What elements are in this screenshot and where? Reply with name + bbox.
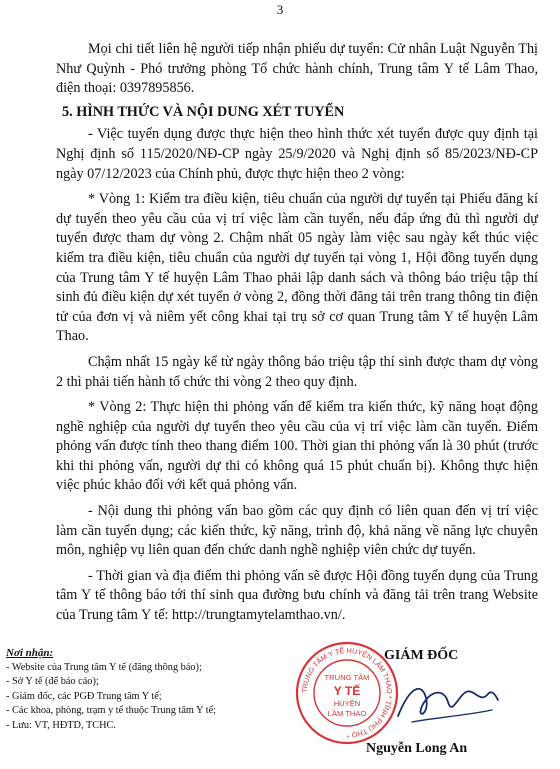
recipient-item: - Các khoa, phòng, trạm y tế thuộc Trung tâm Y tế; — [6, 705, 217, 716]
signatory-name: Nguyễn Long An — [366, 741, 468, 756]
recipient-item: - Giám đốc, các PGĐ Trung tâm Y tế; — [6, 690, 162, 702]
recipient-item: - Website của Trung tâm Y tế (đăng thông báo); — [6, 661, 202, 673]
document-body — [56, 40, 538, 626]
stamp-ring-text: TRUNG TÂM Y TẾ HUYỆN LÂM THAO * TỈNH PHÚ THỌ * — [299, 645, 395, 741]
interview-content-paragraph: - Nội dung thi phỏng vấn bao gồm các quy định có liên quan đến vị trí việc làm cần tuyển dụng; các kiến thức, kỹ năng, trình độ, khả năng về năng lực chuyên môn, nghiệp vụ liên quan đến chức danh nghề nghiệp viên chức dự tuyển. — [56, 503, 538, 559]
round-two-deadline-paragraph: Chậm nhất 15 ngày kể từ ngày thông báo triệu tập thí sinh được tham dự vòng 2 thì phải tiến hành tổ chức thi vòng 2 theo quy định. — [56, 353, 538, 390]
recipient-item: - Lưu: VT, HĐTD, TCHC. — [6, 719, 116, 731]
interview-time-paragraph: - Thời gian và địa điểm thi phỏng vấn sẽ được Hội đồng tuyển dụng của Trung tâm Y tế thông báo tới thí sinh qua đường bưu chính và đăng tải trên trang Website của Trung tâm Y tế: http://trungtamytelamthao.vn/. — [56, 567, 538, 624]
recipient-item: - Sở Y tế (để báo cáo); — [6, 676, 99, 687]
recipients-block — [6, 646, 306, 733]
round-one-paragraph: * Vòng 1: Kiểm tra điều kiện, tiêu chuẩn của người dự tuyển tại Phiếu đăng kí dự tuyển theo yêu cầu của vị trí việc làm cần tuyển, nếu đáp ứng đủ thì người dự tuyển được tham dự vòng 2. Chậm nhất 05 ngày làm việc sau ngày kết thúc việc kiểm tra điều kiện, tiêu chuẩn của người dự tuyển tại vòng 1, Hội đồng tuyển dụng của Trung tâm Y tế huyện Lâm Thao phải lập danh sách và thông báo triệu tập thí sinh đủ điều kiện dự xét tuyển ở vòng 2, đồng thời đăng tải trên trang thông tin điện tử của đơn vị và niêm yết công khai tại trụ sở cơ quan Trung tâm Y tế huyện Lâm Thao. — [56, 191, 538, 345]
page-number: 3 — [276, 2, 284, 17]
round-two-paragraph: * Vòng 2: Thực hiện thi phỏng vấn để kiểm tra kiến thức, kỹ năng hoạt động nghề nghiệp của người dự tuyển theo yêu cầu của vị trí việc làm cần tuyển. Điểm phỏng vấn được tính theo thang điểm 100. Thời gian thi phỏng vấn là 30 phút (trước khi thi phỏng vấn, người dự thi có không quá 15 phút chuẩn bị). Không thực hiện việc phúc khảo đối với kết quả phỏng vấn. — [56, 399, 538, 494]
stamp-line: HUYỆN — [333, 699, 361, 708]
stamp-line: Y TẾ — [333, 684, 361, 698]
section-heading: 5. HÌNH THỨC VÀ NỘI DUNG XÉT TUYỂN — [62, 103, 345, 120]
signature-title: GIÁM ĐỐC — [384, 648, 459, 663]
recipients-list — [6, 661, 306, 734]
recipients-title: Nơi nhận: — [6, 647, 54, 659]
stamp-line: LÂM THAO — [327, 709, 367, 718]
handwritten-signature — [392, 676, 502, 732]
stamp-line: TRUNG TÂM — [324, 673, 370, 682]
recruitment-method-paragraph: - Việc tuyển dụng được thực hiện theo hình thức xét tuyển được quy định tại Nghị định số 115/2020/NĐ-CP ngày 25/9/2020 và Nghị định số 85/2023/NĐ-CP ngày 07/12/2023 của Chính phủ, được thực hiện theo 2 vòng: — [56, 126, 538, 182]
contact-paragraph: Mọi chi tiết liên hệ người tiếp nhận phiếu dự tuyển: Cử nhân Luật Nguyễn Thị Như Quỳnh - Phó trưởng phòng Tổ chức hành chính, Trung tâm Y tế Lâm Thao, điện thoại: 0397895856. — [56, 41, 538, 97]
